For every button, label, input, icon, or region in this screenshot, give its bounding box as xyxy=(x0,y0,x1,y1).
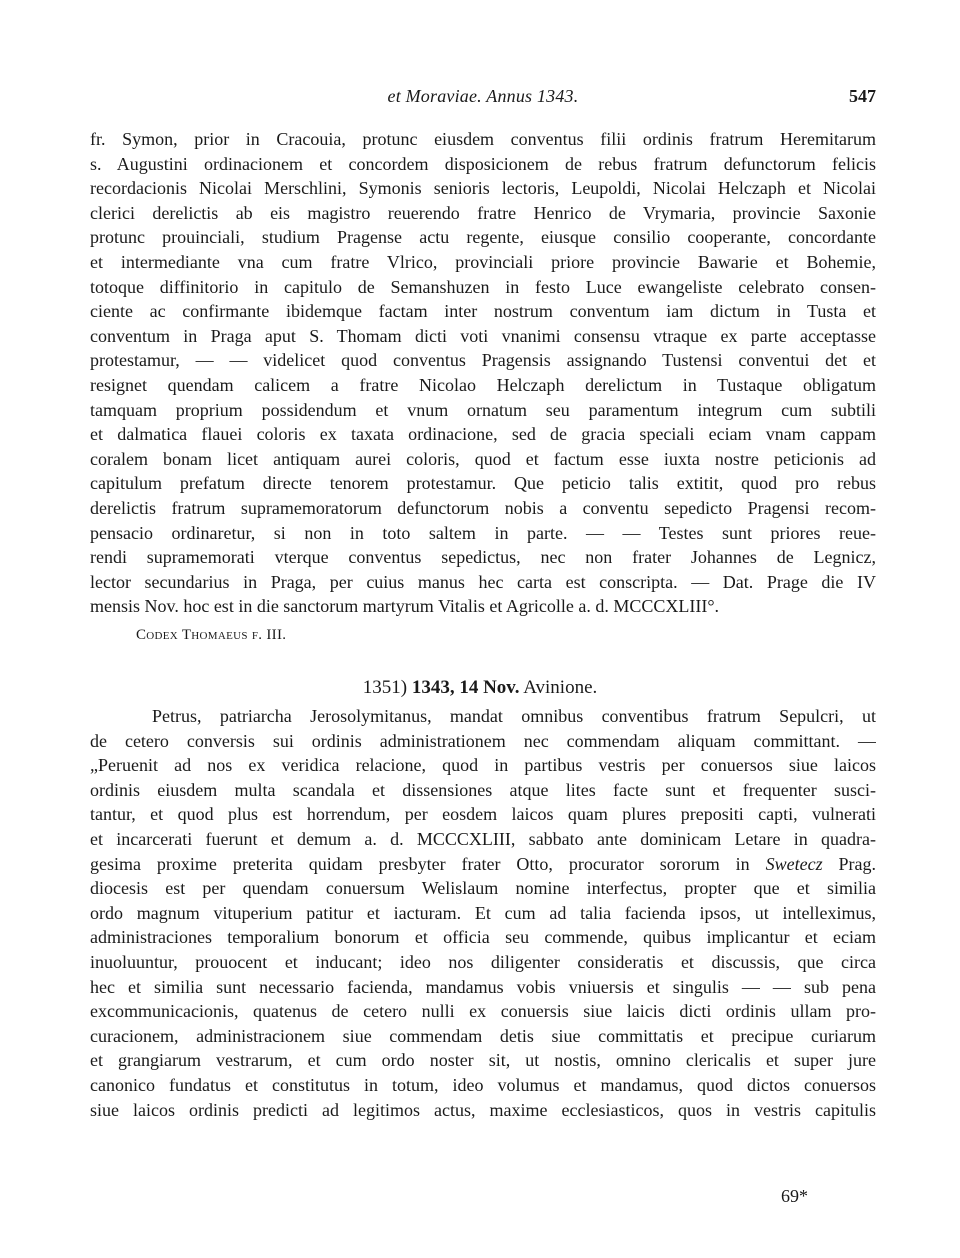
text-line: clerici derelictis ab eis magistro reuerendo fratre Henrico de Vrymaria, provincie Saxonie xyxy=(90,202,876,223)
text-line: et incarcerati fuerunt et demum a. d. MCCCXLIII, sabbato ante dominicam Letare in quadra- xyxy=(90,828,876,849)
regest-line: Petrus, patriarcha Jerosolymitanus, mandat omnibus conventibus fratrum Sepulcri, ut xyxy=(152,706,876,726)
text-line: inuoluuntur, prouocent et inducant; ideo nos diligenter consideratis et discussis, que circa xyxy=(90,951,876,972)
text-line: recordacionis Nicolai Merschlini, Symonis senioris lectoris, Leupoldi, Nicolai Helczaph et Nicolai xyxy=(90,178,876,199)
text-line: lector secundarius in Praga, per cuius manus hec carta est conscripta. — Dat. Prage die IV xyxy=(90,571,876,592)
document-number: 1351) xyxy=(362,677,408,698)
text-line: derelictis fratrum supramemoratorum defunctorum nobis a conventu sepedicto Pragensi recom- xyxy=(90,497,876,518)
document-2-text xyxy=(90,704,876,1122)
regest-line: de cetero conversis sui ordinis administrationem nec commendam aliquam committant. — xyxy=(90,730,876,751)
text-line: tantur, et quod plus est horrendum, per eosdem laicos quam plures prepositi capti, vulnerati xyxy=(90,804,876,825)
signature-mark: 69* xyxy=(781,1186,808,1206)
text-line: totoque diffinitorio in capitulo de Semanshuzen in festo Luce ewangeliste celebrato consen- xyxy=(90,276,876,297)
text-line: ordo magnum vituperium patitur et iacturam. Et cum ad talia facienda ipsos, ut intelleximus, xyxy=(90,902,876,923)
text-line: et dalmatica flauei coloris ex taxata ordinacione, sed de gracia speciali eciam vnam cappam xyxy=(90,424,876,445)
text-line: resignet quendam calicem a fratre Nicolao Helczaph derelictum in Tustaque obligatum xyxy=(90,374,876,395)
text-line: s. Augustini ordinacionem et concordem disposicionem de rebus fratrum defunctorum felicis xyxy=(90,153,876,174)
document-date: 1343, 14 Nov. xyxy=(411,677,520,698)
page-number: 547 xyxy=(849,86,876,106)
text-line: capitulum prefatum directe tenorem protestamur. Que peticio talis extitit, quod pro rebus xyxy=(90,473,876,494)
text-line: coralem bonam licet antiquam aurei coloris, quod et factum esse iuxta nostre peticionis ad xyxy=(90,448,876,469)
text-line: rendi supramemorati vterque conventus sepedictus, nec non frater Johannes de Legnicz, xyxy=(90,547,876,568)
page-header xyxy=(90,86,876,112)
text-line: administraciones temporalium bonorum et officia seu commende, quibus implicantur et eciam xyxy=(90,927,876,948)
text-line: fr. Symon, prior in Cracouia, protunc eiusdem conventus filii ordinis fratrum Heremitarum xyxy=(90,129,876,149)
document-1-text xyxy=(90,127,876,619)
text-line: conventum in Praga aput S. Thomam dicti voti vnanimi consensu vtraque ex parte acceptasse xyxy=(90,325,876,346)
running-head: et Moraviae. Annus 1343. xyxy=(387,86,579,106)
text-line: protunc prouinciali, studium Pragense actu regente, eiusque consilio cooperante, concordante xyxy=(90,227,876,248)
text-line: et intermediante vna cum fratre Vlrico, provinciali priore provincie Bawarie et Bohemie, xyxy=(90,251,876,272)
text-line: ordinis eiusdem multa scandala et dissensiones atque lites facte sunt et frequenter susci- xyxy=(90,779,876,800)
text-line-with-place xyxy=(90,852,876,877)
text-line: „Peruenit ad nos ex veridica relacione, quod in partibus vestris per conuersos siue laicos xyxy=(90,755,876,776)
document-heading xyxy=(0,677,960,699)
text-line: protestamur, — — videlicet quod conventus Pragensis assignando Tustensi conventui det et xyxy=(90,350,876,371)
text-line: diocesis est per quendam conuersum Welislaum nomine interfectus, propter que et similia xyxy=(90,878,876,899)
text-line: hec et similia sunt necessario facienda, mandamus vobis vniuersis et singulis — — sub pena xyxy=(90,976,876,997)
text-line: mensis Nov. hoc est in die sanctorum martyrum Vitalis et Agricolle a. d. MCCCXLIII°. xyxy=(90,596,720,617)
text-line: tamquam proprium possidendum et vnum ornatum seu paramentum integrum cum subtili xyxy=(90,399,876,420)
text-line: et grangiarum vestrarum, et cum ordo noster sit, ut nostis, omnino clericalis et super jure xyxy=(90,1050,876,1071)
text-line: siue laicos ordinis predicti ad legitimos actus, maxime ecclesiasticos, quos in vestris capitulis xyxy=(90,1099,876,1120)
text-line-head: gesima proxime preterita quidam presbyter frater Otto, procurator sororum in xyxy=(90,853,750,874)
document-place: Avinione. xyxy=(523,677,598,698)
place-name: Swetecz xyxy=(765,853,823,874)
source-citation: Codex Thomaeus f. III. xyxy=(136,627,287,643)
text-line: curacionem, administracionem siue commendam detis siue committatis et precipue curiarum xyxy=(90,1025,876,1046)
text-line-tail: Prag. xyxy=(838,853,876,874)
text-line: excommunicacionis, quatenus de cetero nulli ex conuersis siue laicis dicti ordinis ullam pro- xyxy=(90,1001,876,1022)
text-line: canonico fundatus et constitutus in totum, ideo volumus et mandamus, quod dictos conuersos xyxy=(90,1074,876,1095)
text-line: ciente ac confirmante ibidemque factam inter nostrum conventum iam dictum in Tusta et xyxy=(90,301,876,322)
text-line: pensacio ordinaretur, si non in toto saltem in parte. — — Testes sunt priores reue- xyxy=(90,522,876,543)
